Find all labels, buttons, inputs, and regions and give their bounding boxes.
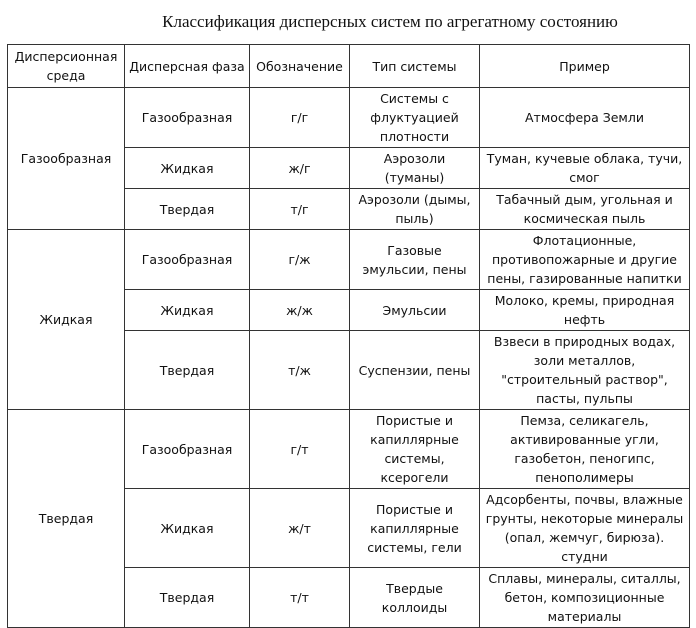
- example-cell: Атмосфера Земли: [480, 88, 690, 148]
- notation-cell: г/ж: [250, 230, 350, 290]
- example-cell: Пемза, селикагель, активированные угли, газобетон, пеногипс, пенополимеры: [480, 410, 690, 489]
- phase-cell: Газообразная: [125, 410, 250, 489]
- phase-cell: Жидкая: [125, 489, 250, 568]
- example-cell: Табачный дым, угольная и космическая пыль: [480, 189, 690, 230]
- type-cell: Эмульсии: [350, 290, 480, 331]
- phase-cell: Газообразная: [125, 88, 250, 148]
- notation-cell: т/ж: [250, 331, 350, 410]
- notation-cell: т/г: [250, 189, 350, 230]
- example-cell: Адсорбенты, почвы, влажные грунты, некоторые минералы (опал, жемчуг, бирюза). студни: [480, 489, 690, 568]
- type-cell: Системы с флуктуацией плотности: [350, 88, 480, 148]
- header-row: [8, 45, 690, 88]
- medium-cell: Жидкая: [8, 230, 125, 410]
- type-cell: Аэрозоли (дымы, пыль): [350, 189, 480, 230]
- phase-cell: Твердая: [125, 331, 250, 410]
- phase-cell: Твердая: [125, 568, 250, 628]
- notation-cell: т/т: [250, 568, 350, 628]
- type-cell: Газовые эмульсии, пены: [350, 230, 480, 290]
- classification-table: [7, 44, 690, 628]
- example-cell: Сплавы, минералы, ситаллы, бетон, композиционные материалы: [480, 568, 690, 628]
- notation-cell: ж/ж: [250, 290, 350, 331]
- type-cell: Аэрозоли (туманы): [350, 148, 480, 189]
- table-row: [8, 230, 690, 290]
- example-cell: Флотационные, противопожарные и другие пены, газированные напитки: [480, 230, 690, 290]
- header-type: Тип системы: [350, 45, 480, 88]
- type-cell: Твердые коллоиды: [350, 568, 480, 628]
- medium-cell: Газообразная: [8, 88, 125, 230]
- phase-cell: Твердая: [125, 189, 250, 230]
- document-title: Классификация дисперсных систем по агрегатному состоянию: [162, 12, 618, 31]
- type-cell: Пористые и капиллярные системы, ксерогели: [350, 410, 480, 489]
- notation-cell: г/т: [250, 410, 350, 489]
- example-cell: Взвеси в природных водах, золи металлов, "строительный раствор", пасты, пульпы: [480, 331, 690, 410]
- phase-cell: Газообразная: [125, 230, 250, 290]
- example-cell: Туман, кучевые облака, тучи, смог: [480, 148, 690, 189]
- medium-cell: Твердая: [8, 410, 125, 628]
- table-row: [8, 88, 690, 148]
- notation-cell: ж/г: [250, 148, 350, 189]
- notation-cell: ж/т: [250, 489, 350, 568]
- notation-cell: г/г: [250, 88, 350, 148]
- type-cell: Суспензии, пены: [350, 331, 480, 410]
- phase-cell: Жидкая: [125, 290, 250, 331]
- header-notation: Обозначение: [250, 45, 350, 88]
- header-phase: Дисперсная фаза: [125, 45, 250, 88]
- header-example: Пример: [480, 45, 690, 88]
- header-medium: Дисперсионная среда: [8, 45, 125, 88]
- phase-cell: Жидкая: [125, 148, 250, 189]
- type-cell: Пористые и капиллярные системы, гели: [350, 489, 480, 568]
- example-cell: Молоко, кремы, природная нефть: [480, 290, 690, 331]
- table-row: [8, 410, 690, 489]
